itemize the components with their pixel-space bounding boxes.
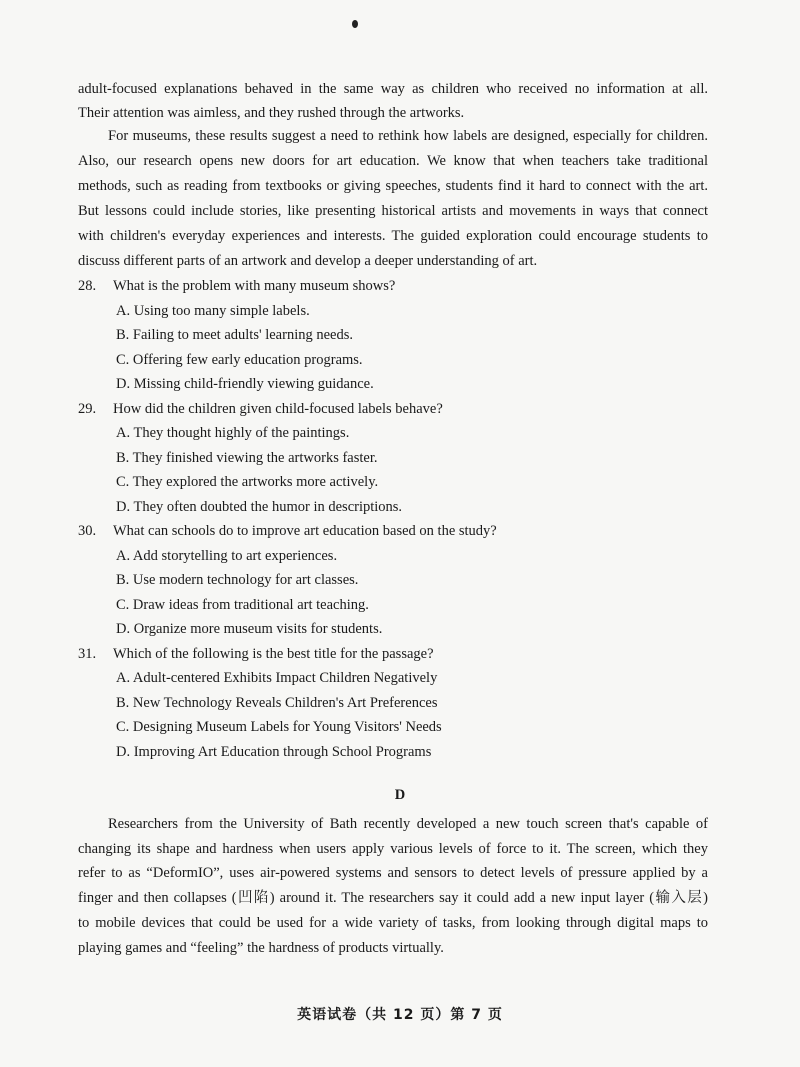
answer-option: A. Using too many simple labels. bbox=[116, 302, 310, 319]
answer-option: B. New Technology Reveals Children's Art Preferences bbox=[116, 694, 438, 711]
answer-option: C. Offering few early education programs. bbox=[116, 351, 363, 368]
question-text: What can schools do to improve art education based on the study? bbox=[113, 523, 497, 539]
passage-line: finger and then collapses (凹陷) around it. The researchers say it could add a new input layer (输入层) bbox=[78, 890, 708, 906]
passage-line: Also, our research opens new doors for art education. We know that when teachers take traditional bbox=[78, 153, 708, 169]
answer-option: D. Missing child-friendly viewing guidance. bbox=[116, 376, 374, 392]
passage-line: with children's everyday experiences and interests. The guided exploration could encourage students to bbox=[78, 228, 708, 244]
answer-option: B. Use modern technology for art classes. bbox=[116, 572, 359, 588]
question-number: 31. bbox=[78, 645, 97, 662]
answer-option: D. Improving Art Education through School Programs bbox=[116, 743, 432, 760]
answer-option: C. Draw ideas from traditional art teaching. bbox=[116, 596, 369, 613]
passage-line: methods, such as reading from textbooks or giving speeches, students find it hard to connect with the art. bbox=[78, 178, 708, 194]
question-number: 29. bbox=[78, 400, 97, 417]
answer-option: A. They thought highly of the paintings. bbox=[116, 425, 350, 441]
question-stem bbox=[78, 277, 395, 295]
passage-line: discuss different parts of an artwork and develop a deeper understanding of art. bbox=[78, 253, 538, 269]
passage-line: For museums, these results suggest a need to rethink how labels are designed, especially for children. bbox=[108, 128, 708, 144]
passage-line: But lessons could include stories, like presenting historical artists and movements in ways that connect bbox=[78, 203, 708, 219]
passage-line: adult-focused explanations behaved in the same way as children who received no information at all. bbox=[78, 81, 708, 97]
passage-line: refer to as “DeformIO”, uses air-powered systems and sensors to detect levels of pressure applied by a bbox=[78, 865, 708, 881]
passage-line: Researchers from the University of Bath recently developed a new touch screen that's capable of bbox=[108, 816, 708, 832]
passage-line: Their attention was aimless, and they rushed through the artworks. bbox=[78, 105, 465, 121]
question-text: Which of the following is the best title for the passage? bbox=[113, 645, 434, 662]
question-text: What is the problem with many museum shows? bbox=[113, 278, 396, 294]
answer-option: B. They finished viewing the artworks faster. bbox=[116, 449, 378, 466]
passage-line: playing games and “feeling” the hardness of products virtually. bbox=[78, 940, 444, 956]
answer-option: D. Organize more museum visits for students. bbox=[116, 621, 383, 637]
page-footer: 英语试卷（共 12 页）第 7 页 bbox=[297, 1007, 503, 1023]
answer-option: A. Add storytelling to art experiences. bbox=[116, 547, 338, 564]
answer-option: B. Failing to meet adults' learning needs. bbox=[116, 327, 353, 343]
question-stem bbox=[78, 522, 497, 540]
question-stem bbox=[78, 645, 434, 663]
section-label: D bbox=[394, 787, 406, 803]
question-number: 28. bbox=[78, 278, 97, 294]
answer-option: C. They explored the artworks more actively. bbox=[116, 474, 379, 490]
passage-line: changing its shape and hardness when users apply various levels of force to it. The screen, which they bbox=[78, 841, 708, 857]
question-stem bbox=[78, 400, 443, 418]
question-text: How did the children given child-focused labels behave? bbox=[113, 400, 443, 417]
answer-option: A. Adult-centered Exhibits Impact Children Negatively bbox=[116, 670, 438, 686]
answer-option: C. Designing Museum Labels for Young Visitors' Needs bbox=[116, 719, 442, 735]
question-number: 30. bbox=[78, 523, 97, 539]
answer-option: D. They often doubted the humor in descriptions. bbox=[116, 498, 403, 515]
passage-line: to mobile devices that could be used for a wide variety of tasks, from looking through digital maps to bbox=[78, 915, 708, 931]
ink-dot bbox=[352, 20, 358, 28]
